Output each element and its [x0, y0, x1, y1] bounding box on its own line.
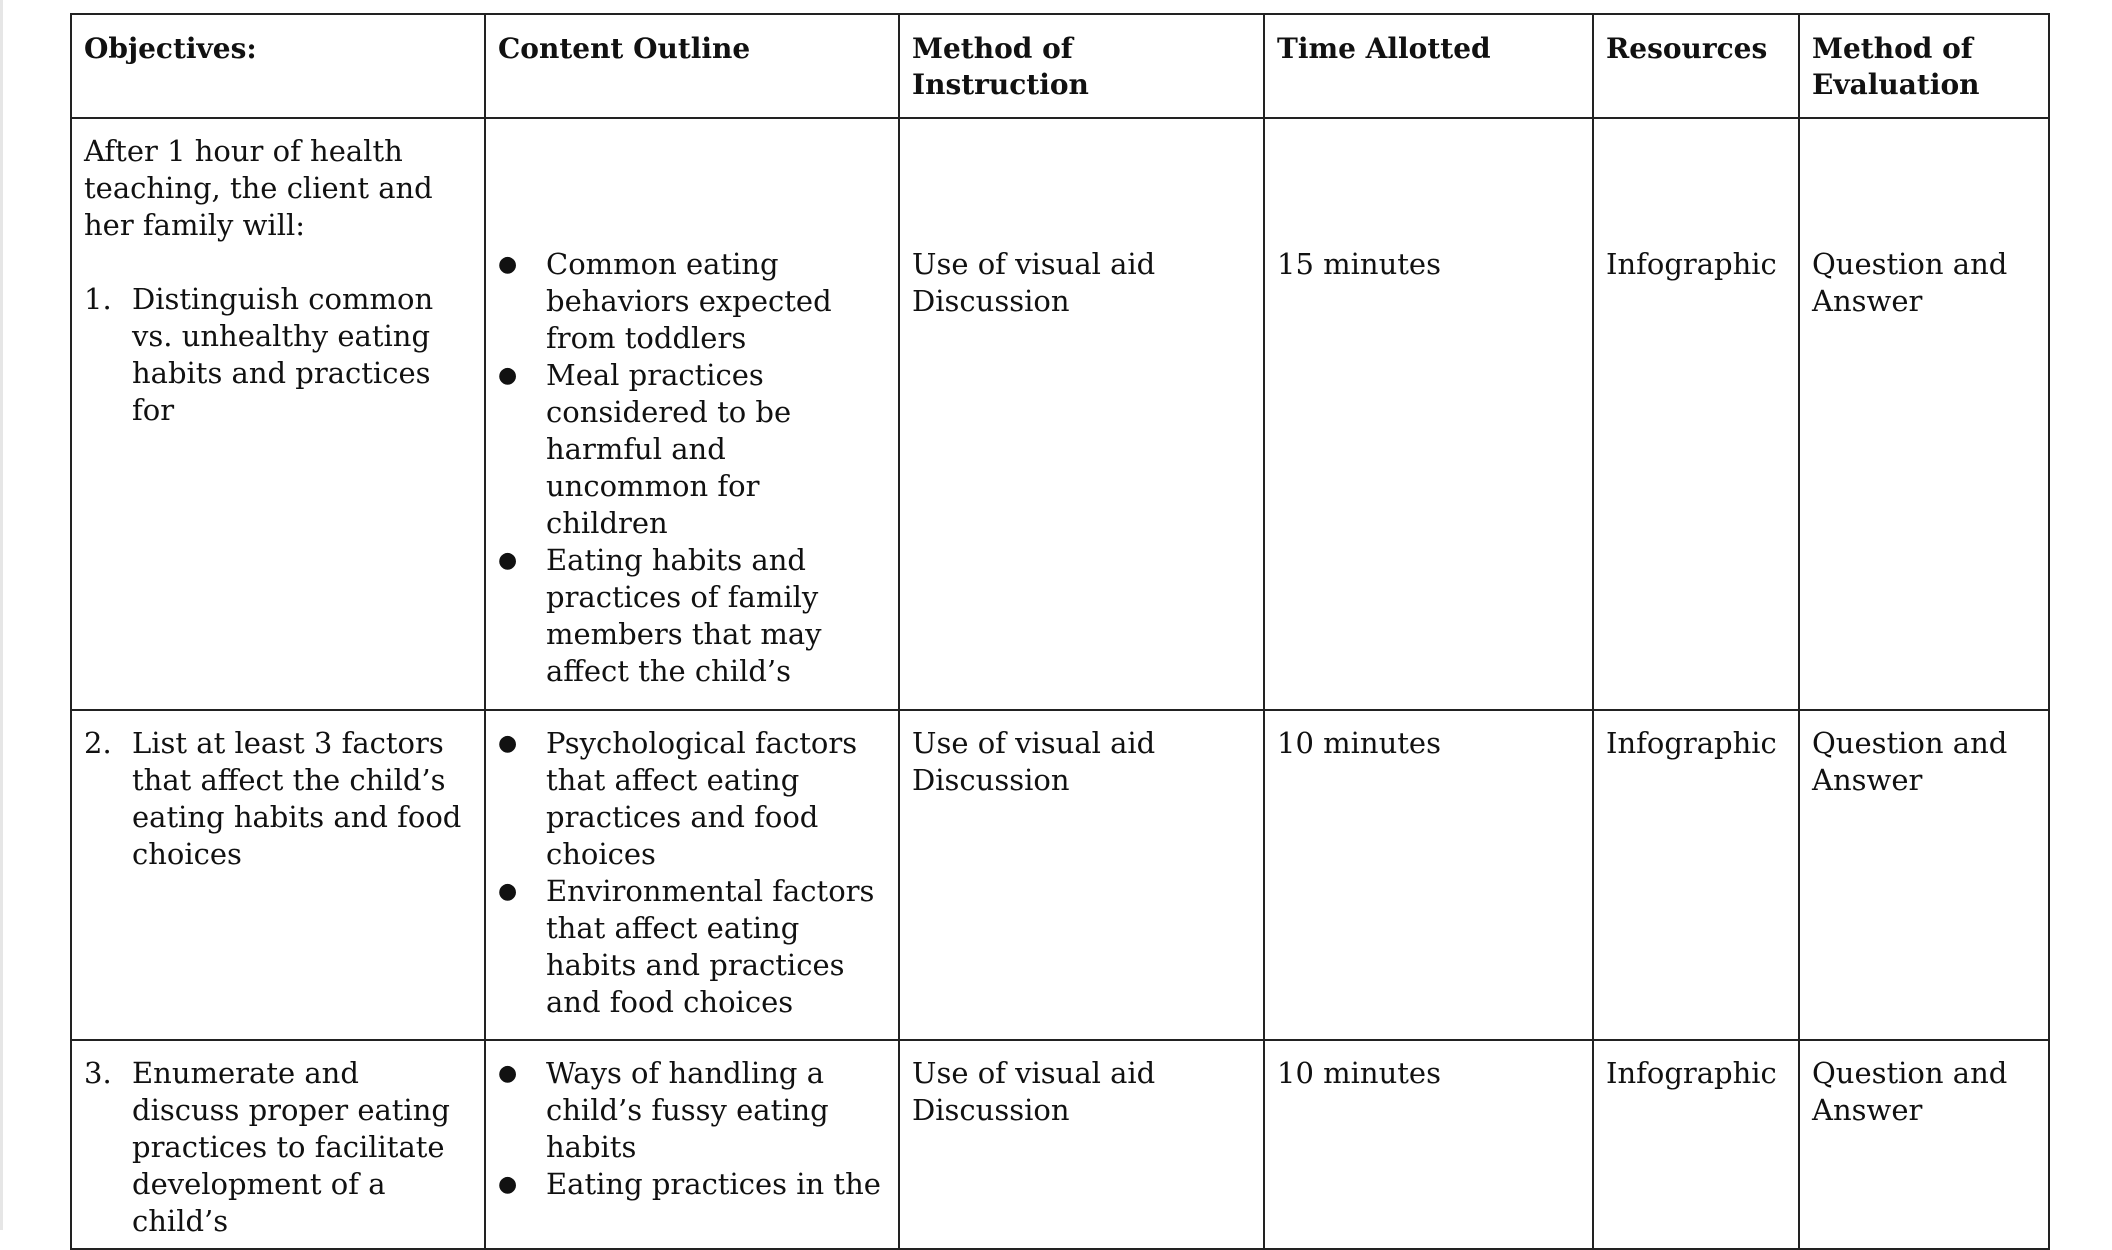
page-edge — [0, 0, 3, 1230]
time-value: 10 minutes — [1277, 1056, 1441, 1090]
resource-value: Infographic — [1606, 726, 1777, 760]
header-method-of-instruction: Method of Instruction — [899, 14, 1264, 118]
content-item-text: Environmental factors that affect eating habits and practices and food choices — [546, 874, 875, 1019]
objective-cell — [71, 710, 485, 1040]
header-method-of-evaluation: Method of Evaluation — [1799, 14, 2049, 118]
evaluation-value: Question and Answer — [1812, 247, 2008, 318]
content-list — [498, 246, 886, 690]
bullet-icon: ● — [498, 548, 518, 573]
evaluation-value: Question and Answer — [1812, 1056, 2008, 1127]
content-list — [498, 1055, 886, 1203]
method-line: Discussion — [912, 1093, 1070, 1127]
header-content-outline: Content Outline — [485, 14, 899, 118]
header-resources: Resources — [1593, 14, 1799, 118]
list-item — [498, 1166, 886, 1203]
time-allotted-cell — [1264, 1040, 1593, 1249]
content-item-text: Eating habits and practices of family members that may affect the child’s — [546, 543, 822, 688]
objective-text: Distinguish common vs. unhealthy eating habits and practices for — [132, 282, 434, 427]
method-of-instruction-cell — [899, 1040, 1264, 1249]
method-of-evaluation-cell — [1799, 710, 2049, 1040]
list-item — [498, 1055, 886, 1166]
method-of-evaluation-cell — [1799, 118, 2049, 710]
method-of-instruction-cell — [899, 710, 1264, 1040]
objective-text: Enumerate and discuss proper eating practices to facilitate development of a child’s — [132, 1056, 450, 1238]
objective-number: 2. — [84, 726, 112, 760]
list-item — [498, 246, 886, 357]
method-line: Use of visual aid — [912, 247, 1156, 281]
content-item-text: Ways of handling a child’s fussy eating habits — [546, 1056, 829, 1164]
objective-item — [84, 1055, 472, 1240]
list-item — [498, 542, 886, 690]
bullet-icon: ● — [498, 879, 518, 904]
time-allotted-cell — [1264, 710, 1593, 1040]
bullet-icon: ● — [498, 363, 518, 388]
objective-number: 3. — [84, 1056, 112, 1090]
header-time-allotted: Time Allotted — [1264, 14, 1593, 118]
list-item — [498, 725, 886, 873]
bullet-icon: ● — [498, 731, 518, 756]
bullet-icon: ● — [498, 1172, 518, 1197]
time-value: 15 minutes — [1277, 247, 1441, 281]
objective-item — [84, 725, 472, 873]
table-row — [71, 710, 2049, 1040]
method-line: Discussion — [912, 763, 1070, 797]
resource-value: Infographic — [1606, 1056, 1777, 1090]
bullet-icon: ● — [498, 1061, 518, 1086]
header-objectives: Objectives: — [71, 14, 485, 118]
content-list — [498, 725, 886, 1021]
content-item-text: Eating practices in the — [546, 1167, 881, 1201]
objective-number: 1. — [84, 282, 112, 316]
resources-cell — [1593, 1040, 1799, 1249]
resources-cell — [1593, 118, 1799, 710]
content-outline-cell — [485, 710, 899, 1040]
table-row — [71, 1040, 2049, 1249]
document-page — [70, 13, 2050, 1250]
content-outline-cell — [485, 118, 899, 710]
method-line: Use of visual aid — [912, 1056, 1156, 1090]
teaching-plan-table — [70, 13, 2050, 1250]
bullet-icon: ● — [498, 252, 518, 277]
time-allotted-cell — [1264, 118, 1593, 710]
content-item-text: Common eating behaviors expected from toddlers — [546, 247, 832, 355]
intro-text: After 1 hour of health teaching, the client and her family will: — [84, 134, 433, 242]
method-of-instruction-cell — [899, 118, 1264, 710]
method-line: Discussion — [912, 284, 1070, 318]
objective-text: List at least 3 factors that affect the child’s eating habits and food choices — [132, 726, 462, 871]
list-item — [498, 357, 886, 542]
list-item — [498, 873, 886, 1021]
content-item-text: Psychological factors that affect eating practices and food choices — [546, 726, 858, 871]
table-row — [71, 118, 2049, 710]
evaluation-value: Question and Answer — [1812, 726, 2008, 797]
time-value: 10 minutes — [1277, 726, 1441, 760]
objective-cell — [71, 1040, 485, 1249]
objective-cell — [71, 118, 485, 710]
resource-value: Infographic — [1606, 247, 1777, 281]
content-outline-cell — [485, 1040, 899, 1249]
objective-item — [84, 281, 472, 429]
header-row — [71, 14, 2049, 118]
content-item-text: Meal practices considered to be harmful and uncommon for children — [546, 358, 792, 540]
method-of-evaluation-cell — [1799, 1040, 2049, 1249]
resources-cell — [1593, 710, 1799, 1040]
method-line: Use of visual aid — [912, 726, 1156, 760]
